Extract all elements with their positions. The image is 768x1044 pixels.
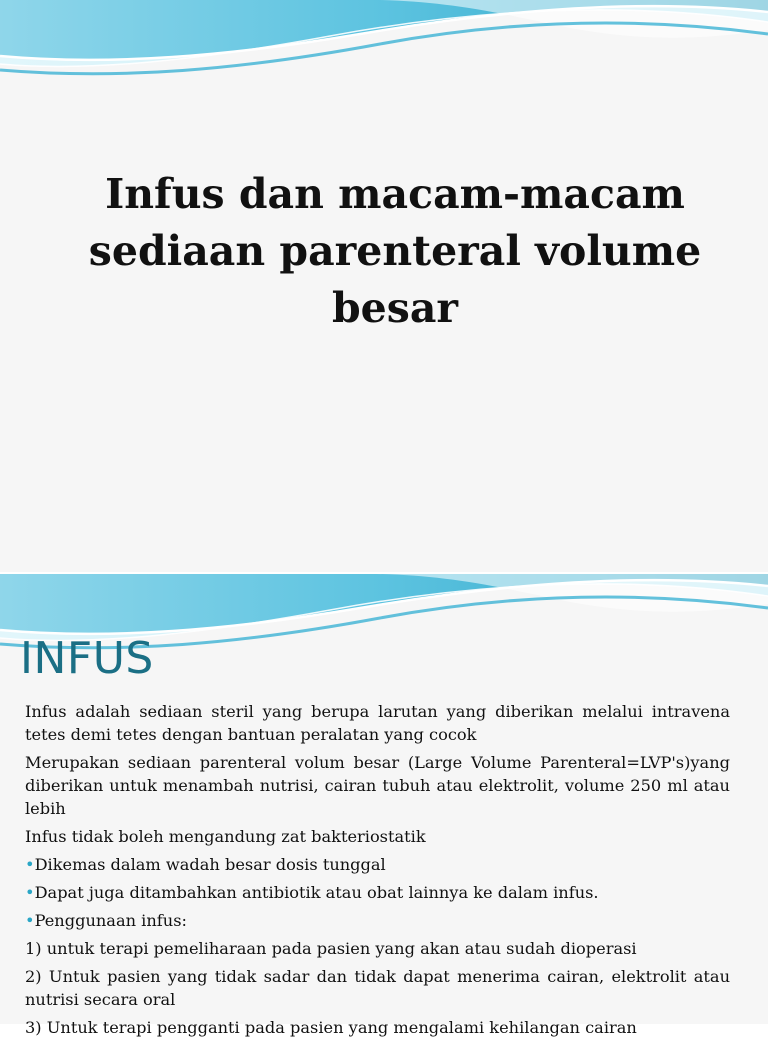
paragraph [25,825,730,848]
bullet-item [25,853,730,876]
paragraph-text: Dapat juga ditambahkan antibiotik atau obat lainnya ke dalam infus. [34,883,599,902]
paragraph-text: Dikemas dalam wadah besar dosis tunggal [34,855,386,874]
bullet-icon: • [25,883,35,902]
paragraph-text: Infus tidak boleh mengandung zat bakteriostatik [25,827,426,846]
slide-heading: INFUS [20,633,154,684]
paragraph [25,700,730,746]
paragraph-text: Penggunaan infus: [34,911,187,930]
wave-decoration [0,0,768,100]
bullet-icon: • [25,855,35,874]
paragraph [25,965,730,1011]
paragraph-text: Merupakan sediaan parenteral volum besar (Large Volume Parenteral=LVP's)yang diberikan untuk menambah nutrisi, cairan tubuh atau elektrolit, volume 250 ml atau lebih [25,753,730,818]
paragraph [25,751,730,820]
paragraph-text: Infus adalah sediaan steril yang berupa larutan yang diberikan melalui intravena tetes demi tetes dengan bantuan peralatan yang cocok [25,702,730,744]
paragraph-text: 2) Untuk pasien yang tidak sadar dan tidak dapat menerima cairan, elektrolit atau nutrisi secara oral [25,967,730,1009]
bullet-icon: • [25,911,35,930]
content-slide [0,574,768,1037]
bullet-item [25,909,730,932]
slide-body [25,700,730,1044]
slide-title: Infus dan macam-macam sediaan parenteral volume besar [88,170,702,332]
paragraph [25,937,730,960]
bullet-item [25,881,730,904]
paragraph-text: 3) Untuk terapi pengganti pada pasien yang mengalami kehilangan cairan [25,1018,637,1037]
paragraph-text: 1) untuk terapi pemeliharaan pada pasien yang akan atau sudah dioperasi [25,939,637,958]
paragraph [25,1016,730,1039]
